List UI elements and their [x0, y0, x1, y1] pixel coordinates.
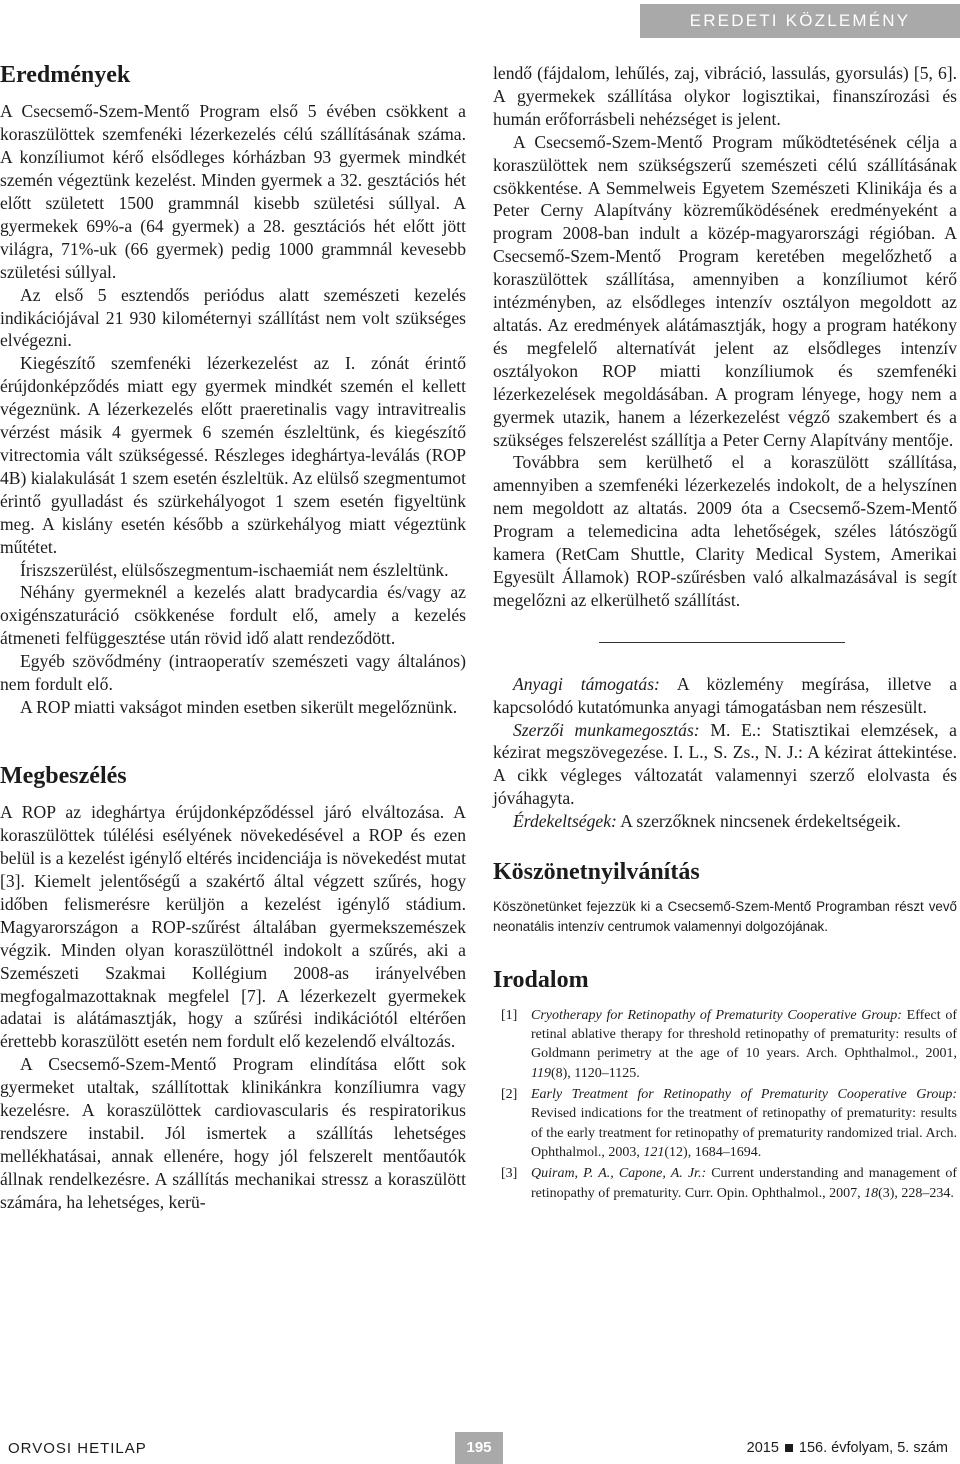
page-number: 195: [455, 1432, 503, 1464]
reference-number: [3]: [501, 1166, 518, 1182]
reference-tail: (12), 1684–1694.: [664, 1144, 762, 1160]
reference-text: Current understanding and management of retinopathy of prematurity. Curr. Opin. Ophthalmol., 2007,: [531, 1166, 957, 1201]
reference-item: [493, 1006, 957, 1083]
top-banner: [0, 0, 960, 44]
reference-item: [493, 1164, 957, 1203]
results-heading: Eredmények: [0, 62, 131, 88]
issue-volume: 156. évfolyam, 5. szám: [798, 1440, 948, 1456]
page-footer: [0, 1438, 960, 1464]
conflict-text: A szerzőknek nincsenek érdekeltségeik.: [616, 811, 901, 832]
results-paragraph: Egyéb szövődmény (intraoperatív szemészeti vagy általános) nem fordult elő.: [0, 651, 466, 695]
discussion-paragraph: Továbbra sem kerülhető el a koraszülött szállítása, amennyiben a szemfenéki lézerkezelés indokolt, de a helyszínen nem megoldott az altatás. 2009 óta a Csecsemő-Szem-Mentő Program a telemedicina adta lehetőségek, széles látószögű kamera (RetCam Shuttle, Clarity Medical System, Amerikai Egyesült Államok) ROP-szűrésben való alkalmazásával is segít megelőzni az elkerülhető szállítást.: [493, 452, 957, 610]
discussion-paragraph: A ROP az ideghártya érújdonképződéssel járó elváltozása. A koraszülöttek túlélési esélyének növekedésével a ROP és ezen belül is a kezelést igénylő eltérés incidenciája is növekedést mutat [3]. Kiemelt jelentőségű a szakértő által végzett szűrés, hogy időben felismerésre kerüljön a kezelést igénylő stádium. Magyarországon a ROP-szűrést általában gyermekszemészek végzik. Minden olyan koraszülöttnél indokolt a szűrés, aki a Szemészeti Szakmai Kollégium 2008-as irányelvében megfogalmazottaknak megfelel [7]. A lézerkezelt gyermekek adatai is alátámasztják, hogy a szűrési indikációtól eltérően érettebb koraszülött esetén nem fordult elő kezelendő elváltozás.: [0, 802, 466, 1052]
reference-authors: Early Treatment for Retinopathy of Prematurity Cooperative Group:: [531, 1087, 957, 1103]
contribution-text: M. E.: Statisztikai elemzések, a kézirat megszövegezése. I. L., S. Zs., N. J.: A kézirat áttekintése. A cikk végleges változatát valamennyi szerző elolvasta és jóváhagyta.: [493, 719, 957, 809]
results-paragraph: Az első 5 esztendős periódus alatt szemészeti kezelés indikációjával 21 930 kilométernyi szállítást nem volt szükséges elvégezni.: [0, 284, 466, 351]
reference-volume: 18: [864, 1185, 879, 1201]
results-paragraph: Néhány gyermeknél a kezelés alatt bradycardia és/vagy az oxigénszaturáció csökkenése fordult elő, amely a kezelés átmeneti felfüggesztése után rövid idő alatt rendeződött.: [0, 582, 466, 649]
square-bullet-icon: [785, 1444, 793, 1452]
reference-list: [493, 1006, 957, 1203]
section-label: EREDETI KÖZLEMÉNY: [640, 4, 960, 38]
reference-number: [2]: [501, 1087, 518, 1103]
journal-name: ORVOSI HETILAP: [8, 1440, 147, 1457]
funding-note: [493, 673, 957, 719]
results-paragraph: A ROP miatti vakságot minden esetben sikerült megelőznünk.: [20, 696, 458, 717]
reference-item: [493, 1085, 957, 1162]
issue-year: 2015: [746, 1440, 779, 1456]
results-paragraph: Íriszszerülést, elülsőszegmentum-ischaemiát nem észleltünk.: [20, 559, 449, 580]
acknowledgement-heading: Köszönetnyilvánítás: [493, 859, 700, 886]
reference-tail: (3), 228–234.: [878, 1185, 954, 1201]
reference-authors: Quiram, P. A., Capone, A. Jr.:: [531, 1166, 707, 1182]
reference-authors: Cryotherapy for Retinopathy of Prematurity Cooperative Group:: [531, 1007, 902, 1023]
section-divider: [599, 642, 845, 643]
left-column: [0, 62, 466, 1214]
funding-text: A közlemény megírása, illetve a kapcsolódó kutatómunka anyagi támogatásban nem részesült.: [493, 673, 958, 717]
right-column: [493, 62, 957, 1205]
acknowledgement-text: Köszönetünket fejezzük ki a Csecsemő-Szem-Mentő Programban részt vevő neonatális intenzív centrumok valamennyi dolgozójának.: [493, 899, 957, 935]
results-paragraph: A Csecsemő-Szem-Mentő Program első 5 évében csökkent a koraszülöttek szemfenéki lézerkezelés célú szállításának száma. A konzíliumot kérő elsődleges kórházban 93 gyermek mindkét szemén végeztünk kezelést. Minden gyermek a 32. gesztációs hét előtt született 1500 grammnál kisebb születési súllyal. A gyermekek 69%-a (64 gyermek) a 28. gesztációs hét előtt jött világra, 71%-uk (66 gyermek) pedig 1000 grammnál kevesebb születési súllyal.: [0, 101, 466, 282]
funding-label: Anyagi támogatás:: [513, 673, 660, 694]
discussion-heading: Megbeszélés: [0, 762, 127, 789]
reference-text: Revised indications for the treatment of retinopathy of prematurity: results of the early treatment for retinopathy of prematurity randomized trial. Arch. Ophthalmol., 2003,: [531, 1106, 957, 1160]
reference-volume: 121: [643, 1144, 665, 1160]
discussion-continued-paragraph: lendő (fájdalom, lehűlés, zaj, vibráció, lassulás, gyorsulás) [5, 6]. A gyermekek szállítása olykor logisztikai, finanszírozási és humán erőforrásbeli nehézséget is jelent.: [493, 63, 957, 129]
reference-volume: 119: [531, 1065, 551, 1081]
reference-tail: (8), 1120–1125.: [550, 1065, 640, 1081]
results-paragraph: Kiegészítő szemfenéki lézerkezelést az I. zónát érintő érújdonképződés miatt egy gyermek mindkét szemén el kellett végeznünk. A lézerkezelés előtt praeretinalis vagy intravitrealis vérzést másik 4 gyermek 6 szemén észleltünk, és kiegészítő vitrectomia vált szükségessé. Részleges ideghártya-leválás (ROP 4B) kialakulását 1 szem esetén észleltük. Az elülső szegmentumot érintő gyulladást és szürkehályogot 1 szem esetén figyeltünk meg. A kislány esetén később a szürkehályog miatt végeztünk műtétet.: [0, 353, 466, 557]
conflict-label: Érdekeltségek:: [513, 811, 617, 832]
discussion-paragraph: A Csecsemő-Szem-Mentő Program elindítása előtt sok gyermeket utaltak, szállítottak klinikánkra konzíliumra vagy kezelésre. A koraszülöttek cardiovascularis és respiratorikus rendszere instabil. Jól ismertek a szállítás lehetséges mellékhatásai, annak ellenére, hogy jól felszerelt mentőautók állnak rendelkezésre. A szállítás mechanikai stressz a koraszülött számára, ha lehetséges, kerü-: [0, 1054, 466, 1212]
issue-info: [747, 1440, 948, 1456]
conflict-note: [493, 810, 957, 833]
contribution-note: [493, 719, 957, 811]
discussion-paragraph: A Csecsemő-Szem-Mentő Program működtetésének célja a koraszülöttek nem szükségszerű szemészeti célú szállításának csökkentése. A Semmelweis Egyetem Szemészeti Klinikája és a Peter Cerny Alapítvány közreműködésének eredményeként a program 2008-ban indult a közép-magyarországi régióban. A Csecsemő-Szem-Mentő Program keretében megelőzhető a koraszülöttek szállítása, amennyiben a konzíliumot kérő intézményben, az elsődleges intenzív osztályon megoldott az altatás. Az eredmények alátámasztják, hogy a program hatékony és megfelelő alternatívát jelent az elsődleges intenzív osztályokon ROP miatti konzíliumok és szemfenéki lézerkezelések megoldásában. A program lényege, hogy nem a gyermek utazik, hanem a lézerkezelést végző szakembert és a szükséges felszerelést szállítja a Peter Cerny Alapítvány mentője.: [493, 131, 957, 450]
references-heading: Irodalom: [493, 967, 589, 994]
reference-text: Effect of retinal ablative therapy for threshold retinopathy of prematurity: results of Goldmann perimetry at the age of 10 years. Arch. Ophthalmol., 2001,: [531, 1007, 957, 1062]
reference-number: [1]: [501, 1007, 518, 1023]
contribution-label: Szerzői munkamegosztás:: [513, 719, 700, 740]
